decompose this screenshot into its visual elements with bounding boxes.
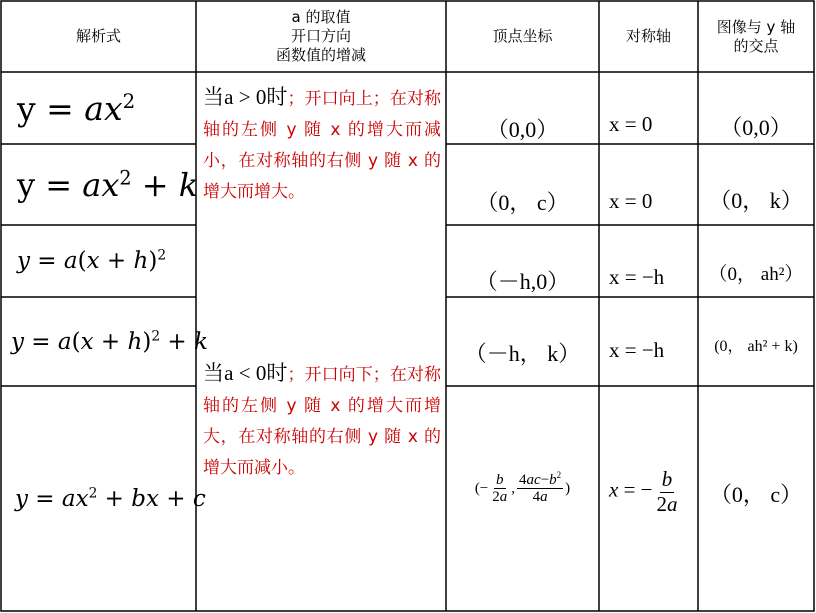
y-intercept-value-4: (0， ah² + k) xyxy=(714,338,798,355)
y-intercept-value-3: （0， ah²） xyxy=(708,263,804,285)
vertex-row-1 xyxy=(446,82,599,174)
expression-row-3 xyxy=(1,225,196,297)
y-intercept-row-2 xyxy=(698,163,814,235)
expression-row-2 xyxy=(1,144,199,225)
description-positive-text: ；开口向上；在对称轴的左侧 y 随 x 的增大而减小，在对称轴的右侧 y 随 x 的增大而增大。 xyxy=(203,89,441,202)
expression-row-5 xyxy=(1,386,206,611)
expression-formula-4: $y = a(x + h)^2 + k$ xyxy=(11,327,208,355)
header-a-value-line3: 函数值的增减 xyxy=(275,46,366,64)
vertex-value-2: （0， c） xyxy=(476,189,569,215)
description-negative-text: ；开口向下；在对称轴的左侧 y 随 x 的增大而增大，在对称轴的右侧 y 随 x 的增大而减小。 xyxy=(203,365,441,478)
y-intercept-row-5 xyxy=(698,386,814,601)
header-a-value-line1: a 的取值 xyxy=(291,8,351,26)
y-intercept-value-1: （0,0） xyxy=(720,114,792,140)
header-y-intercept-line2: 的交点 xyxy=(733,36,779,55)
y-intercept-value-2: （0， k） xyxy=(709,187,803,213)
description-positive-condition: 当a > 0时 xyxy=(203,85,288,109)
y-intercept-row-3 xyxy=(698,236,814,308)
expression-formula-1: $y = ax^2$ xyxy=(17,88,136,128)
axis-formula-5: x = − $\frac{b}{2a}$ xyxy=(609,467,678,516)
axis-row-4 xyxy=(599,306,698,395)
header-vertex xyxy=(446,1,599,72)
axis-row-2 xyxy=(599,165,698,237)
expression-formula-5: $y = ax^2$ + bx + c xyxy=(15,484,206,512)
header-axis xyxy=(599,1,698,72)
header-a-value-line2: 开口方向 xyxy=(290,27,351,45)
axis-value-2: x = 0 xyxy=(609,188,653,213)
header-expression-text: 解析式 xyxy=(75,27,121,45)
y-intercept-row-1 xyxy=(698,90,814,162)
vertex-row-4 xyxy=(446,308,599,397)
expression-formula-3: $y = a(x + h)^2$ xyxy=(17,247,167,274)
header-a-value xyxy=(196,1,446,72)
description-negative-a xyxy=(203,358,441,484)
axis-value-1: x = 0 xyxy=(609,111,653,136)
vertex-value-1: （0,0） xyxy=(486,116,559,142)
header-axis-text: 对称轴 xyxy=(625,27,671,45)
expression-row-4 xyxy=(1,297,208,386)
axis-value-3: x = −h xyxy=(609,264,665,289)
header-y-intercept xyxy=(698,1,814,72)
expression-row-1 xyxy=(1,72,196,144)
header-expression xyxy=(1,1,196,72)
vertex-value-4: （－h， k） xyxy=(464,341,581,366)
header-y-intercept-line1: 图像与 y 轴 xyxy=(716,17,796,36)
axis-row-1 xyxy=(599,88,698,160)
vertex-row-5 xyxy=(446,386,599,591)
description-positive-a xyxy=(203,82,441,208)
header-vertex-text: 顶点坐标 xyxy=(492,27,553,45)
vertex-row-2 xyxy=(446,165,599,237)
axis-value-4: x = −h xyxy=(609,338,665,362)
axis-row-5 xyxy=(599,386,698,598)
y-intercept-value-5: （0， c） xyxy=(709,482,803,507)
vertex-row-3 xyxy=(446,244,599,316)
vertex-formula-5: (− $\frac{b}{2a}$ , $\frac{4ac-b^2}{4a}$ ) xyxy=(474,469,571,505)
expression-formula-2: $y = ax^2 + k$ xyxy=(17,165,199,204)
description-negative-condition: 当a < 0时 xyxy=(203,361,288,385)
axis-row-3 xyxy=(599,241,698,313)
y-intercept-row-4 xyxy=(698,300,814,389)
vertex-value-3: （－h,0） xyxy=(475,268,570,294)
